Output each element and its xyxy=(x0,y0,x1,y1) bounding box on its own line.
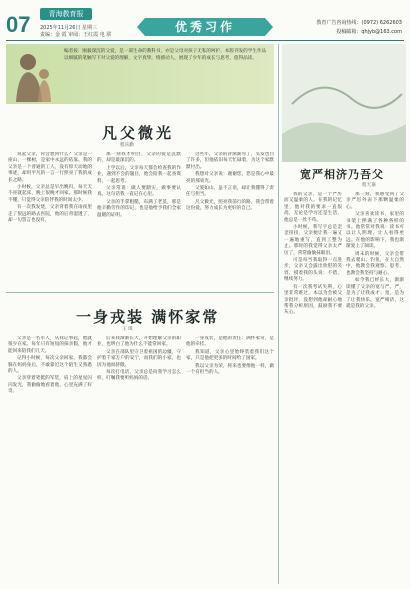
paragraph: 那一刻，我感受到了父亲严厉外表下那颗温柔的心。 xyxy=(346,192,404,210)
header-rule xyxy=(6,40,404,41)
paragraph: 父亲穿着笔挺的军装，肩上的星星闪闪发光，我偷偷地看着他，心里充满了好奇。 xyxy=(8,376,92,395)
article3-column-1 xyxy=(284,192,342,584)
paragraph: 父亲喜欢读书，家里的书架上摆满了各种各样的书。他常常对我说：读书可以让人明理，让人看得更远。在他的影响下，我也渐渐爱上了阅读。 xyxy=(346,212,404,250)
article-divider xyxy=(6,292,274,293)
paragraph: 凡父微光，照亮我前行的路，我会带着这份爱，努力成长为更好的自己。 xyxy=(186,199,274,212)
article2-column-2 xyxy=(97,336,181,584)
paragraph: 上学以后，父亲每天都会检查我的作业，遇到不会的题目，他会陪我一起查资料，一起思考。 xyxy=(97,165,181,184)
paragraph: 说起父亲，你会想到什么？父亲是一座山，一棵树，是家中永远的依靠。我的父亲是一个普通的工人，没有惊天动地的事迹，却用平凡的一言一行照亮了我的成长之路。 xyxy=(8,152,92,183)
paragraph: 父亲在部队里守卫着祖国的边疆，守护着千家万户的安宁，而我们的小家，也因为他而骄傲。 xyxy=(97,349,181,368)
paragraph: 父亲常说：做人要踏实，做事要认真。这句话我一直记在心里。 xyxy=(97,186,181,198)
page-header xyxy=(0,0,410,42)
paragraph: 小时候，我写字总是歪歪扭扭，父亲便让我一遍又一遍地重写，直到工整为止。那时的我觉得父亲太严厉了，常常偷偷抹眼泪。 xyxy=(284,225,342,256)
paragraph: 我知道，父亲心里始终装着我们这个家，只是他把更多的时间给了国家。 xyxy=(186,349,274,362)
article2-column-3 xyxy=(186,336,274,584)
submission-email: 投稿邮箱：qhjyb@163.com xyxy=(336,29,402,35)
paragraph: 父亲的手掌粗糙，布满了老茧，那是他辛勤劳作的印记，也是他给予我们全家温暖的证明。 xyxy=(97,199,181,218)
article3-title: 宽严相济乃吾父 xyxy=(300,168,384,181)
article1-column-1 xyxy=(8,152,92,288)
paragraph: 父爱如山，虽不言语，却让我懂得了责任与担当。 xyxy=(186,186,274,198)
paragraph: 后来我渐渐长大，开始理解父亲的职业，也明白了他为什么不能常回家。 xyxy=(97,336,181,348)
paragraph: 这些年，父亲的背渐渐弯了，头发也白了许多，但他依旧每天忙碌着，为这个家默默付出。 xyxy=(186,152,274,170)
paragraph: 可是每当我取得一点进步，父亲又会露出欣慰的笑容，摸着我的头说：不错，继续努力。 xyxy=(284,258,342,283)
article2-column-1 xyxy=(8,336,92,584)
paragraph: 周末的时候，父亲会带我去爬山、钓鱼，在大自然中，他教会我观察、思考，也教会我坚持与耐心。 xyxy=(346,251,404,276)
article1-column-3 xyxy=(186,152,274,288)
page-number: 07 xyxy=(6,12,31,37)
editor-note-text: 编者按：刚毅深沉的父爱，是一部生命的教科书，亦是父母对孩子无私的呵护。本版刊发的学生作品以细腻的笔触写下对父爱的理解，文字真挚，情感动人，展现了少年的成长与思考，值得品读。 xyxy=(64,49,267,61)
paragraph: 我的父亲，是一个严厉而又温柔的人。在我的记忆里，他对我的要求一直很高，无论是学习还是生活，他总是一丝不苟。 xyxy=(284,192,342,223)
paragraph: 记得小时候，每次父亲回家，我都会躲在妈妈身后，不敢靠近这个陌生又熟悉的人。 xyxy=(8,356,92,375)
paragraph: 如今我已经长大，渐渐读懂了父亲的宽与严。严，是为了让我成才；宽，是为了让我快乐。宽严相济，这就是我的父亲。 xyxy=(346,278,404,309)
article3-column-2 xyxy=(346,192,404,584)
ink-illustration xyxy=(282,44,406,162)
paragraph: 父亲是一名军人，从我记事起，他就很少在家。每年只有短短的探亲假，他才能回来陪我们几天。 xyxy=(8,336,92,354)
issue-date: 2025年11月26日 星期三 xyxy=(40,25,98,31)
editor-line: 责编：金 霞 审阅：王红霞 电 联 xyxy=(40,32,112,38)
paragraph: 一身戎装，是他的责任；满怀家常，是他的牵挂。 xyxy=(186,336,274,348)
article1-title: 凡父微光 xyxy=(102,124,175,142)
newspaper-logo: 青海教育报 xyxy=(40,8,92,20)
paragraph: 我以父亲为荣，将来也要像他一样，做一个有担当的人。 xyxy=(186,363,274,376)
paragraph: 有一次我发烧，父亲背着我在雨夜里走了很远的路去医院，他的后背湿透了，却一句怨言也没有。 xyxy=(8,205,92,224)
paragraph: 小时候，父亲总是早出晚归，每天天不亮就起床，晚上很晚才回家。那时候我不懂，只觉得父亲陪伴我的时间太少。 xyxy=(8,185,92,203)
paragraph: 有一次我考试失利，心里非常难过，本以为会被父亲批评，没想到他却耐心地帮我分析原因，鼓励我不要灰心。 xyxy=(284,284,342,316)
article3-byline: 程天嘉 xyxy=(362,183,376,188)
article2-byline: 王 琪 xyxy=(122,327,133,332)
father-child-illustration xyxy=(6,44,64,104)
ad-hotline: 教育广告咨询热线：(0972) 6262603 xyxy=(316,20,402,26)
paragraph: 那一刻我才明白，父亲的爱是沉默的，却是最深沉的。 xyxy=(97,152,181,164)
article1-column-2 xyxy=(97,152,181,288)
paragraph: 每次打电话，父亲总是问我学习怎么样，叮嘱我要听妈妈的话。 xyxy=(97,370,181,382)
article1-byline: 程乐勤 xyxy=(120,143,134,148)
column-divider xyxy=(278,44,279,584)
article2-title: 一身戎装 满怀家常 xyxy=(76,308,220,326)
section-banner: 优秀习作 xyxy=(145,18,265,36)
paragraph: 我想对父亲说：谢谢您，您是我心中最亮的那束光。 xyxy=(186,172,274,184)
